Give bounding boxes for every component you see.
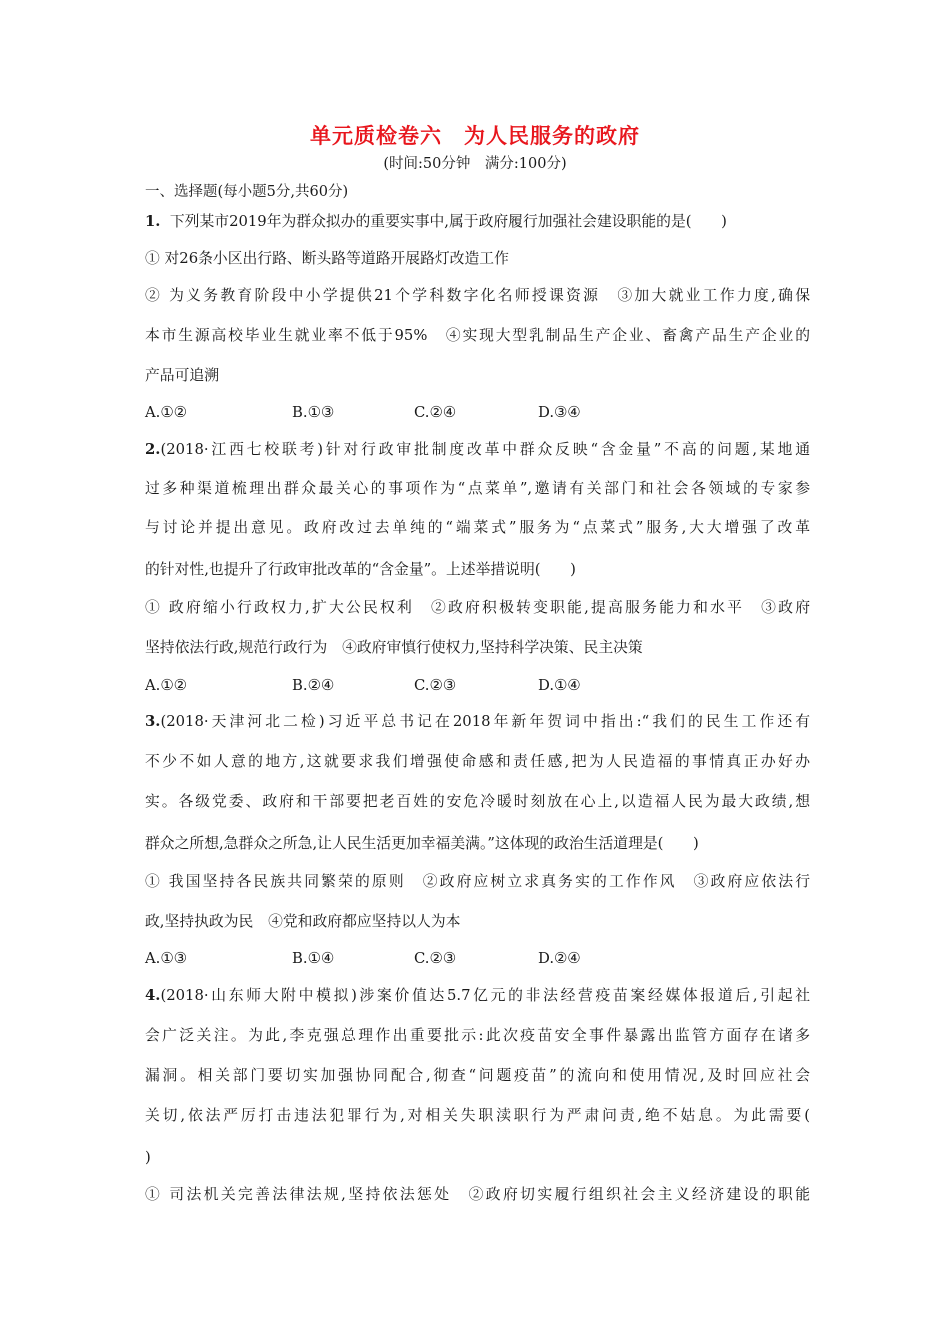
title-topic: 为人民服务的政府 [464,124,640,148]
question-4-stem: 关切,依法严厉打击违法犯罪行为,对相关失职渎职行为严肃问责,绝不姑息。为此需要( [145,1107,810,1124]
page-title [0,120,950,150]
option-b: B.①④ [292,950,335,967]
question-4-stem: 漏洞。相关部门要切实加强协同配合,彻查“问题疫苗”的流向和使用情况,及时回应社会 [145,1067,810,1084]
question-1-statement: ① 对26条小区出行路、断头路等道路开展路灯改造工作 [145,250,509,267]
question-3-statement: 政,坚持执政为民 ④党和政府都应坚持以人为本 [145,913,461,930]
question-1-stem: 1. 下列某市2019年为群众拟办的重要实事中,属于政府履行加强社会建设职能的是( ) [145,213,727,230]
option-a: A.①② [145,677,187,694]
question-3-statement: ① 我国坚持各民族共同繁荣的原则 ②政府应树立求真务实的工作作风 ③政府应依法行 [145,873,810,890]
question-2-statement: 坚持依法行政,规范行政行为 ④政府审慎行使权力,坚持科学决策、民主决策 [145,639,643,656]
option-c: C.②③ [414,677,457,694]
question-1-statement: 本市生源高校毕业生就业率不低于95% ④实现大型乳制品生产企业、畜禽产品生产企业的 [145,327,810,344]
question-3-stem: 3.(2018·天津河北二检)习近平总书记在2018年新年贺词中指出:“我们的民生工作还有 [145,713,810,730]
question-2-statement: ① 政府缩小行政权力,扩大公民权利 ②政府积极转变职能,提高服务能力和水平 ③政府 [145,599,810,616]
exam-info: (时间:50分钟 满分:100分) [383,156,567,172]
question-2-stem: 过多种渠道梳理出群众最关心的事项作为“点菜单”,邀请有关部门和社会各领域的专家参 [145,480,810,497]
option-b: B.②④ [292,677,335,694]
question-3-stem: 不少不如人意的地方,这就要求我们增强使命感和责任感,把为人民造福的事情真正办好办 [145,753,810,770]
title-main: 单元质检卷六 [310,124,442,148]
question-4-statement: ① 司法机关完善法律法规,坚持依法惩处 ②政府切实履行组织社会主义经济建设的职能 [145,1186,810,1203]
question-number: 2. [145,441,161,458]
question-4-stem: 4.(2018·山东师大附中模拟)涉案价值达5.7亿元的非法经营疫苗案经媒体报道后,引起社 [145,987,810,1004]
option-d: D.③④ [538,404,581,421]
option-b: B.①③ [292,404,335,421]
option-c: C.②④ [414,404,457,421]
option-c: C.②③ [414,950,457,967]
question-1-statement: 产品可追溯 [145,367,219,384]
option-a: A.①② [145,404,187,421]
question-number: 1. [145,213,161,230]
question-4-stem: ) [145,1149,151,1166]
section-heading: 一、选择题(每小题5分,共60分) [145,184,349,200]
question-3-stem: 实。各级党委、政府和干部要把老百姓的安危冷暖时刻放在心上,以造福人民为最大政绩,想 [145,793,810,810]
question-3-stem: 群众之所想,急群众之所急,让人民生活更加幸福美满。”这体现的政治生活道理是( ) [145,835,699,852]
question-2-stem: 的针对性,也提升了行政审批改革的“含金量”。上述举措说明( ) [145,561,576,578]
option-d: D.②④ [538,950,581,967]
question-4-stem: 会广泛关注。为此,李克强总理作出重要批示:此次疫苗安全事件暴露出监管方面存在诸多 [145,1027,810,1044]
question-number: 4. [145,987,161,1004]
option-a: A.①③ [145,950,187,967]
option-d: D.①④ [538,677,581,694]
question-1-statement: ② 为义务教育阶段中小学提供21个学科数字化名师授课资源 ③加大就业工作力度,确保 [145,287,810,304]
question-2-stem: 与讨论并提出意见。政府改过去单纯的“端菜式”服务为“点菜式”服务,大大增强了改革 [145,519,810,536]
question-number: 3. [145,713,161,730]
question-2-stem: 2.(2018·江西七校联考)针对行政审批制度改革中群众反映“含金量”不高的问题,某地通 [145,441,810,458]
